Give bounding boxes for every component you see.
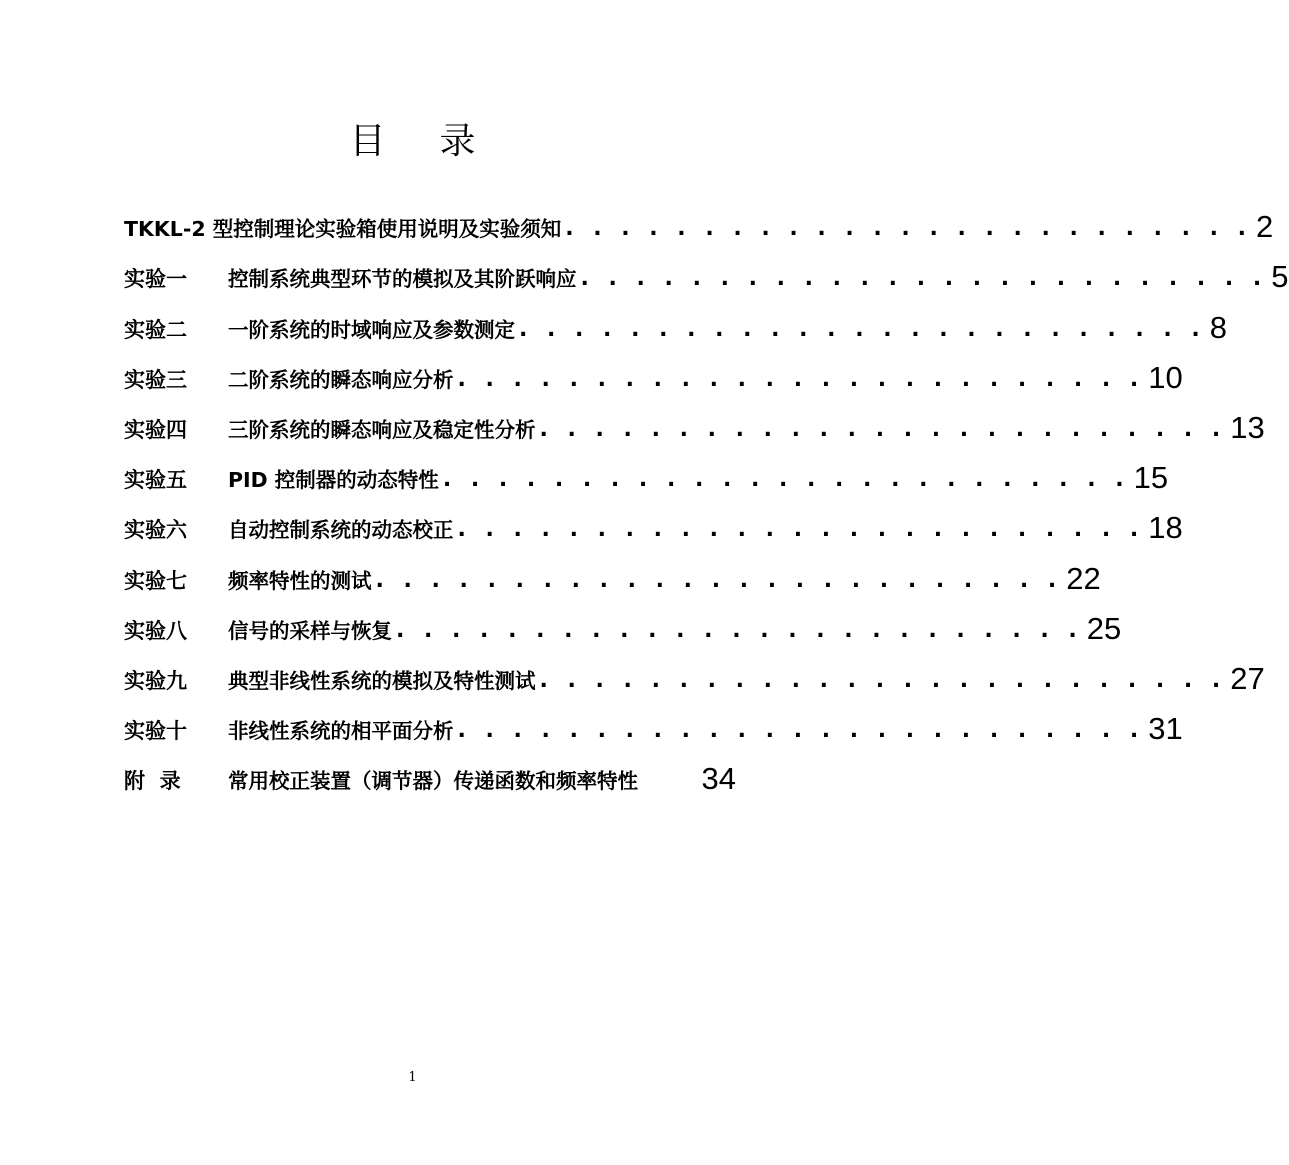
- toc-leader-dots: . . . . . . . . . . . . . . . . . . . . . . . . .: [539, 416, 1227, 442]
- toc-leader-dots: . . . . . . . . . . . . . . . . . . . . . . . . .: [375, 567, 1063, 593]
- toc-entry-title: 二阶系统的瞬态响应分析: [228, 367, 454, 392]
- toc-entry-title: 自动控制系统的动态校正: [228, 518, 454, 543]
- table-of-contents: [124, 196, 1289, 798]
- page-title: 目录: [349, 121, 530, 162]
- toc-entry-experiment-9[interactable]: [124, 648, 1265, 698]
- toc-entry-number: 实验九: [124, 668, 187, 693]
- toc-entry-title: TKKL-2 型控制理论实验箱使用说明及实验须知: [124, 217, 562, 242]
- toc-entry-title: PID 控制器的动态特性: [228, 468, 439, 493]
- toc-entry-page: 2: [1256, 209, 1274, 245]
- toc-entry-number: 实验十: [124, 719, 187, 744]
- toc-entry-number: 实验七: [124, 568, 187, 593]
- toc-entry-title: 三阶系统的瞬态响应及稳定性分析: [228, 417, 536, 442]
- toc-entry-number: 实验五: [124, 468, 187, 493]
- toc-entry-title: 信号的采样与恢复: [228, 618, 392, 643]
- toc-entry-number: 实验二: [124, 317, 187, 342]
- toc-leader-dots: . . . . . . . . . . . . . . . . . . . . . . . . .: [442, 467, 1130, 493]
- toc-entry-page: 13: [1230, 409, 1265, 445]
- toc-entry-title: 频率特性的测试: [228, 568, 372, 593]
- toc-entry-title: 一阶系统的时域响应及参数测定: [228, 317, 515, 342]
- toc-entry-experiment-5[interactable]: [124, 447, 1169, 497]
- toc-entry-experiment-6[interactable]: [124, 497, 1183, 547]
- toc-entry-manual[interactable]: [124, 196, 1274, 246]
- toc-leader-dots: . . . . . . . . . . . . . . . . . . . . . . . . .: [519, 316, 1206, 342]
- toc-leader-dots: . . . . . . . . . . . . . . . . . . . . . . . . .: [396, 617, 1083, 643]
- toc-entry-page: 27: [1230, 660, 1265, 696]
- toc-entry-page: 22: [1066, 560, 1101, 596]
- toc-leader-dots: . . . . . . . . . . . . . . . . . . . . . . . . .: [539, 667, 1227, 693]
- toc-entry-number: 实验四: [124, 417, 187, 442]
- toc-entry-experiment-7[interactable]: [124, 547, 1101, 597]
- toc-entry-page: 5: [1271, 259, 1289, 295]
- toc-entry-number: 实验六: [124, 518, 187, 543]
- toc-entry-page: 34: [701, 761, 736, 797]
- toc-entry-number: 实验三: [124, 367, 187, 392]
- toc-entry-experiment-4[interactable]: [124, 397, 1265, 447]
- toc-leader-dots: . . . . . . . . . . . . . . . . . . . . . . . . .: [580, 266, 1268, 292]
- toc-entry-appendix[interactable]: [124, 748, 736, 798]
- toc-leader-dots: [638, 794, 698, 798]
- toc-entry-page: 10: [1148, 359, 1183, 395]
- toc-entry-number: 实验八: [124, 618, 187, 643]
- toc-entry-experiment-8[interactable]: [124, 598, 1122, 648]
- toc-entry-page: 8: [1209, 309, 1228, 345]
- toc-leader-dots: . . . . . . . . . . . . . . . . . . . . . . . . .: [457, 366, 1145, 392]
- toc-entry-title: 常用校正装置（调节器）传递函数和频率特性: [228, 769, 638, 794]
- toc-entry-page: 25: [1086, 610, 1122, 646]
- toc-entry-title: 典型非线性系统的模拟及特性测试: [228, 668, 536, 693]
- toc-entry-page: 18: [1148, 510, 1183, 546]
- toc-entry-number: 附 录: [124, 769, 181, 794]
- toc-entry-experiment-10[interactable]: [124, 698, 1183, 748]
- toc-leader-dots: . . . . . . . . . . . . . . . . . . . . . . . . .: [457, 718, 1145, 744]
- toc-entry-page: 15: [1133, 460, 1169, 496]
- toc-leader-dots: . . . . . . . . . . . . . . . . . . . . . . . . .: [457, 517, 1145, 543]
- toc-entry-experiment-2[interactable]: [124, 296, 1228, 346]
- toc-entry-experiment-3[interactable]: [124, 347, 1183, 397]
- toc-entry-title: 非线性系统的相平面分析: [228, 719, 454, 744]
- toc-leader-dots: . . . . . . . . . . . . . . . . . . . . . . . . .: [565, 216, 1252, 242]
- footer-page-number: 1: [408, 1070, 417, 1085]
- toc-entry-page: 31: [1148, 711, 1183, 747]
- toc-entry-number: 实验一: [124, 267, 187, 292]
- toc-entry-experiment-1[interactable]: [124, 246, 1289, 296]
- toc-entry-title: 控制系统典型环节的模拟及其阶跃响应: [228, 267, 577, 292]
